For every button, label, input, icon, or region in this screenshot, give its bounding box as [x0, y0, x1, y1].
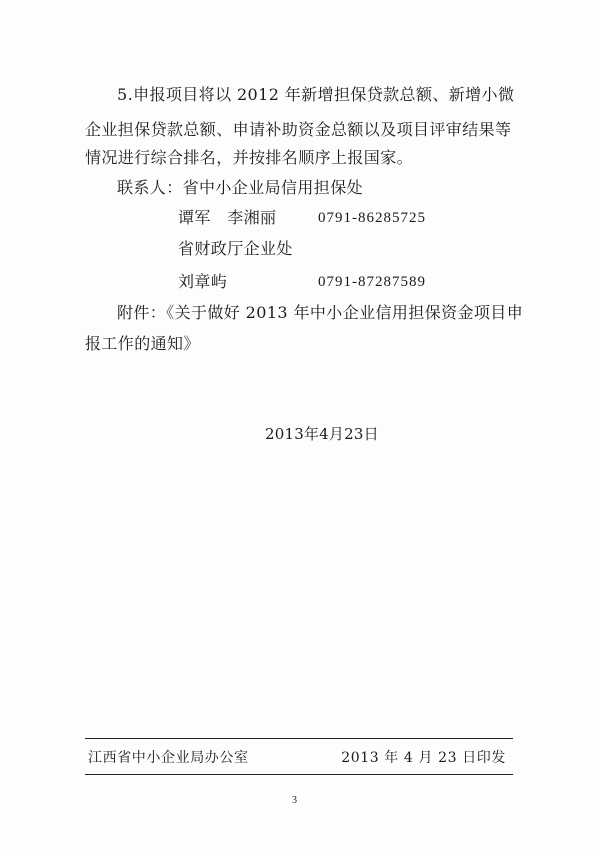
document-date: 2013年4月23日 — [265, 425, 379, 443]
contacts-line — [117, 178, 363, 198]
footer-issuer: 江西省中小企业局办公室 — [88, 750, 249, 766]
contact-phone-2: 0791-87287589 — [318, 274, 426, 290]
contact-department-2: 省财政厅企业处 — [178, 239, 293, 258]
footer-issue-date: 2013 年 4 月 23 日印发 — [341, 750, 506, 766]
paragraph-5-line-1: 5.申报项目将以 2012 年新增担保贷款总额、新增小微 — [117, 85, 515, 104]
contact-person-2: 刘章屿 — [178, 272, 228, 291]
contact-person-1: 谭军 李湘丽 — [178, 208, 277, 227]
footer-top-rule — [85, 738, 513, 739]
page-number: 3 — [292, 795, 297, 806]
contacts-label: 联系人： — [117, 178, 183, 197]
paragraph-5-line-2: 企业担保贷款总额、申请补助资金总额以及项目评审结果等 — [85, 120, 512, 139]
attachment-line-1: 附件：《关于做好 2013 年中小企业信用担保资金项目申 — [117, 303, 524, 322]
contact-phone-1: 0791-86285725 — [318, 210, 426, 226]
paragraph-5-line-3: 情况进行综合排名，并按排名顺序上报国家。 — [85, 148, 414, 167]
contact-department-1: 省中小企业局信用担保处 — [182, 178, 364, 197]
footer-bottom-rule — [85, 774, 513, 775]
attachment-line-2: 报工作的通知》 — [85, 334, 200, 353]
